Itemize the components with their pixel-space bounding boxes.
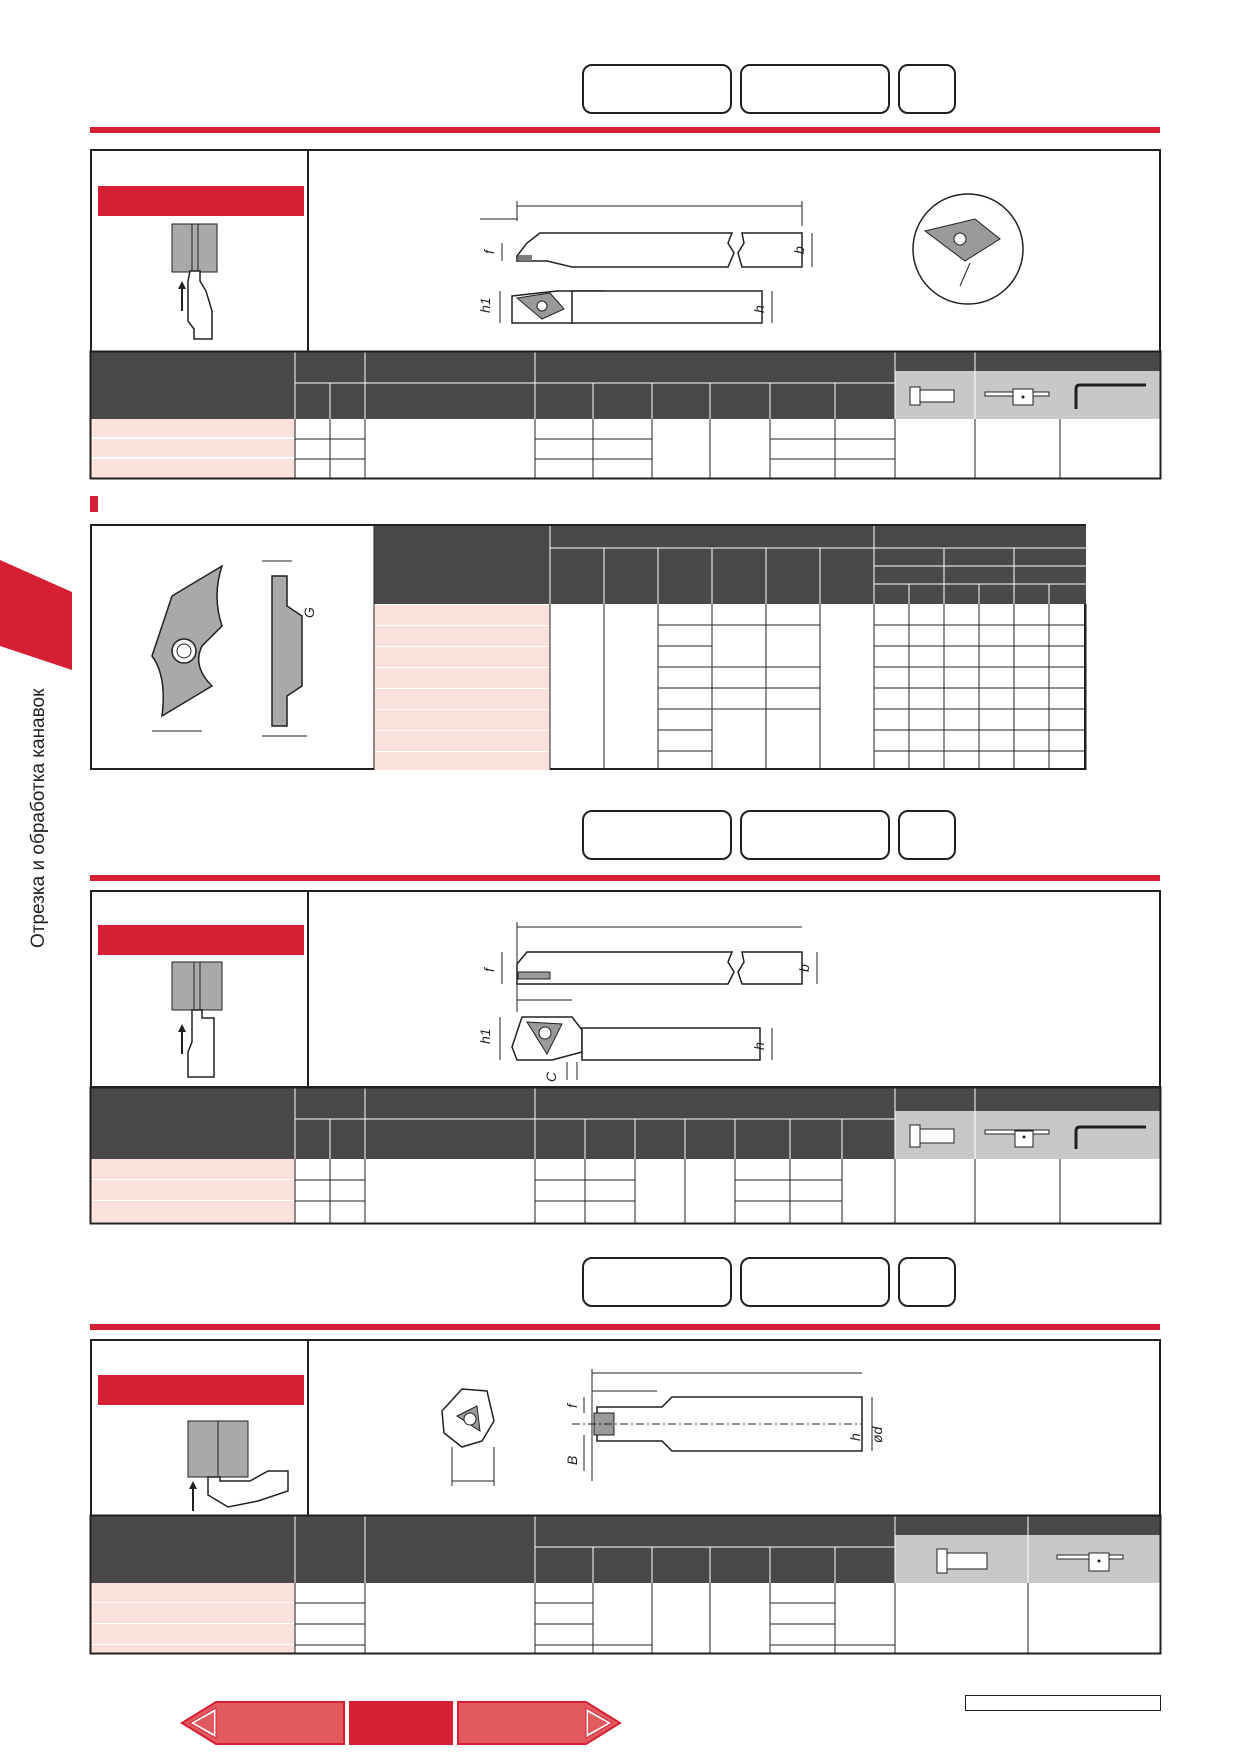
parting-schematic-1 — [172, 221, 222, 347]
insert-detail-circle-1 — [910, 191, 1030, 311]
header-pill-1 — [582, 64, 732, 114]
dim-h1-1: h1 — [477, 297, 493, 313]
dim-G: G — [301, 607, 317, 618]
header-pill-2 — [740, 64, 890, 114]
section-1-divider — [90, 127, 1160, 133]
section-2-left-panel — [92, 892, 309, 1086]
page-number-box — [965, 1695, 1161, 1711]
table-grid-2 — [90, 1087, 1161, 1224]
sidebar-red-tab — [0, 560, 72, 670]
toolholder-drawing-1 — [472, 191, 812, 341]
header-pill-1 — [582, 1257, 732, 1307]
insert-section-figure — [90, 524, 1086, 770]
section-2-divider — [90, 875, 1160, 881]
table-grid-1 — [90, 351, 1161, 479]
section-1-table — [90, 351, 1161, 479]
section-1-figure — [90, 149, 1161, 353]
current-page-button[interactable] — [348, 1700, 454, 1746]
dim-b-1: b — [791, 246, 807, 254]
header-pill-3 — [898, 810, 956, 860]
section-2-red-label — [98, 925, 304, 955]
section-2-figure — [90, 890, 1161, 1088]
insert-drawing — [142, 556, 342, 746]
section-3-table — [90, 1515, 1161, 1654]
header-pill-2 — [740, 810, 890, 860]
next-page-button[interactable] — [456, 1700, 622, 1746]
section-3-figure — [90, 1339, 1161, 1517]
dim-h-1: h — [751, 305, 767, 313]
boring-bar-end-view — [432, 1381, 512, 1491]
header-pill-3 — [898, 1257, 956, 1307]
section-3-header-pills — [0, 1257, 1240, 1309]
sidebar-section-label: Отрезка и обработка канавок — [28, 688, 49, 948]
dim-h-3: h — [847, 1433, 863, 1441]
section-2-table — [90, 1087, 1161, 1224]
section-3-divider — [90, 1324, 1160, 1330]
dim-B-3: B — [564, 1455, 580, 1465]
toolholder-drawing-2 — [472, 912, 812, 1082]
header-pill-3 — [898, 64, 956, 114]
insert-table-grid — [374, 526, 1086, 770]
dim-f-2: f — [481, 968, 497, 972]
section-3-red-label — [98, 1375, 304, 1405]
section-1-header-pills — [0, 64, 1240, 116]
internal-grooving-schematic-3 — [138, 1411, 308, 1511]
table-grid-3 — [90, 1515, 1161, 1654]
dim-b-2: b — [796, 964, 812, 972]
dim-f-1: f — [481, 250, 497, 254]
dim-h1-2: h1 — [477, 1028, 493, 1044]
section-1-left-panel — [92, 151, 309, 351]
dim-C-2: C — [543, 1071, 559, 1082]
dim-h-2: h — [751, 1042, 767, 1050]
boring-bar-side-view — [542, 1361, 885, 1501]
section-3-left-panel — [92, 1341, 309, 1515]
insert-section-marker — [90, 496, 98, 512]
header-pill-2 — [740, 1257, 890, 1307]
dim-f-3: f — [564, 1404, 580, 1408]
section-2-header-pills — [0, 810, 1240, 862]
grooving-schematic-2 — [172, 962, 232, 1082]
prev-page-button[interactable] — [180, 1700, 346, 1746]
header-pill-1 — [582, 810, 732, 860]
section-1-red-label — [98, 186, 304, 216]
dim-od-3: ød — [869, 1426, 885, 1443]
